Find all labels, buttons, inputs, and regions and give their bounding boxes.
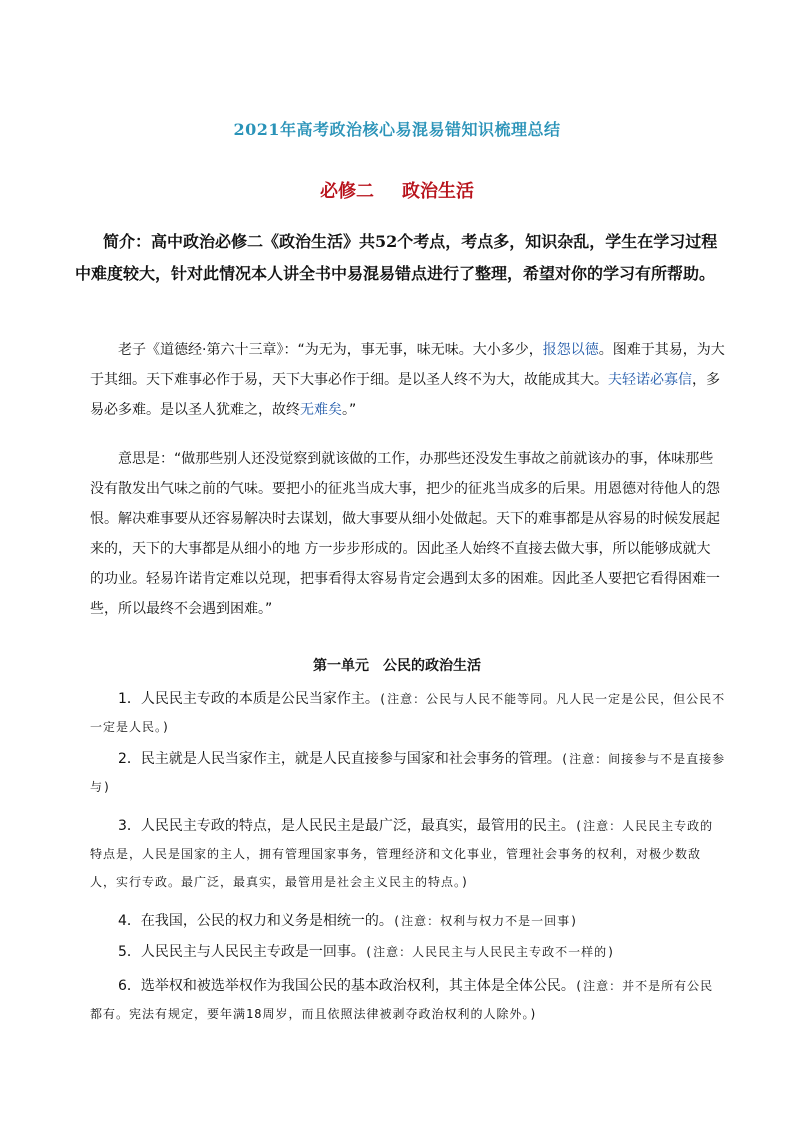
item-main: 6．选举权和被选举权作为我国公民的基本政治权利，其主体是全体公民。 <box>118 978 575 994</box>
item-main: 3．人民民主专政的特点，是人民民主是最广泛，最真实，最管用的民主。 <box>118 818 575 834</box>
subtitle-part2: 政治生活 <box>402 181 474 202</box>
list-item <box>90 685 726 741</box>
quote-text-b: 。图难于其易，为大于其细。天下难事必作于易，天下大事必作于细。是以圣人终不为大，故能成其大。 <box>90 342 725 388</box>
item-note: (注意：权利与权力不是一回事) <box>392 914 579 928</box>
document-title: 2021年高考政治核心易混易错知识梳理总结 <box>233 120 561 139</box>
list-item <box>90 972 726 1028</box>
document-subtitle <box>0 177 794 203</box>
item-main: 5．人民民主与人民民主专政是一回事。 <box>118 944 365 960</box>
list-item <box>90 907 726 935</box>
item-main: 4．在我国，公民的权力和义务是相统一的。 <box>118 913 393 929</box>
intro-line-1: 简介：高中政治必修二《政治生活》共52个考点，考点多，知识杂乱，学生在学习过程 <box>103 232 718 251</box>
item-note: (注意：人民民主专政的特点是，人民是国家的主人，拥有管理国家事务，管理经济和文化事业，管理社会事务的权利，对极少数敌人，实行专政。最广泛，最真实，最管用是社会主义民主的特点。) <box>90 819 714 889</box>
quote-text-a: 老子《道德经·第六十三章》：“为无为，事无事，味无味。大小多少， <box>118 342 543 358</box>
meaning-paragraph <box>90 444 726 624</box>
subtitle-part1: 必修二 <box>320 181 374 202</box>
item-note: (注意：间接参与不是直接参与) <box>90 752 726 794</box>
quote-blue-b: 夫轻诺必寡信 <box>608 372 692 388</box>
item-main: 2．民主就是人民当家作主，就是人民直接参与国家和社会事务的管理。 <box>118 751 561 767</box>
section-title: 第一单元 公民的政治生活 <box>313 658 481 674</box>
item-main: 1．人民民主专政的本质是公民当家作主。 <box>118 691 379 707</box>
quote-text-d: 。” <box>342 402 357 418</box>
quote-paragraph <box>90 335 726 425</box>
list-item <box>90 812 726 896</box>
quote-blue-a: 报怨以德 <box>542 342 599 358</box>
item-note: (注意：并不是所有公民都有。宪法有规定，要年满18周岁，而且依照法律被剥夺政治权利的人除外。) <box>90 979 714 1021</box>
item-note: (注意：公民与人民不能等同。凡人民一定是公民，但公民不一定是人民。) <box>90 692 726 734</box>
meaning-text: 意思是：“做那些别人还没觉察到就该做的工作，办那些还没发生事故之前就该办的事，体味那些没有散发出气味之前的气味。要把小的征兆当成大事，把少的征兆当成多的后果。用恩德对待他人的怨恨。解决难事要从还容易解决时去谋划，做大事要从细小处做起。天下的难事都是从容易的时候发展起来的，天下的大事都是从细小的地 方一步步形成的。因此圣人始终不直接去做大事，所以能够成就大 的功业。轻易许诺肯定难以兑现，把事看得太容易肯定会遇到太多的困难。因此圣人要把它看得困难一些，所以最终不会遇到困难。” <box>90 451 720 617</box>
quote-blue-c: 无难矣 <box>300 402 342 418</box>
intro-paragraph <box>75 226 724 290</box>
item-note: (注意：人民民主与人民民主专政不一样的) <box>364 945 616 959</box>
intro-line-2: 中难度较大，针对此情况本人讲全书中易混易错点进行了整理，希望对你的学习有所帮助。 <box>75 264 716 283</box>
list-item <box>90 938 726 966</box>
list-item <box>90 745 726 801</box>
quote-text-c: ，多易必多难。是以圣人犹难之，故终 <box>90 372 720 418</box>
